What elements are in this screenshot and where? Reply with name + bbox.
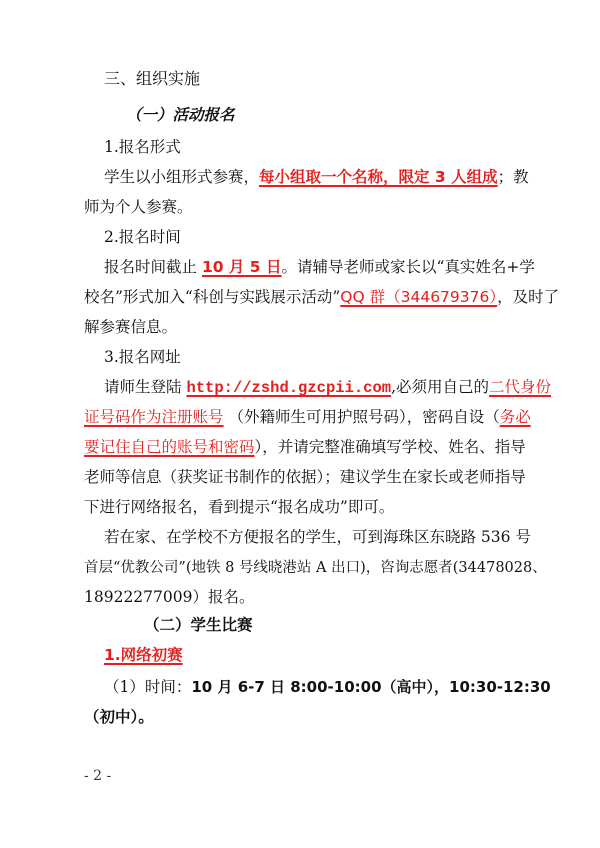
item3-title [104, 346, 181, 368]
item3-line1-mid: ,必须用自己的 [391, 378, 490, 396]
part-two-heading [144, 614, 253, 636]
item3-title-text: 3.报名网址 [104, 348, 181, 366]
section-three-heading [104, 68, 200, 90]
part-two-title: （二）学生比赛 [144, 616, 253, 634]
item1-title [104, 136, 181, 158]
item2-line1-pre: 报名时间截止 [104, 258, 202, 276]
item1-line2 [84, 196, 193, 218]
item3-line2 [84, 406, 531, 428]
item3-line1 [104, 376, 551, 399]
item3-line5 [84, 496, 394, 518]
registration-deadline: 10 月 5 日 [201, 258, 282, 276]
note-line1 [104, 526, 531, 548]
item1-line1 [104, 166, 529, 188]
item2-title-text: 2.报名时间 [104, 228, 181, 246]
contest-subtitle [104, 644, 183, 666]
item3-line5-text: 下进行网络报名，看到提示“报名成功”即可。 [84, 498, 395, 516]
item3-line2-red2: 务必 [499, 408, 531, 426]
item2-line2 [84, 286, 559, 308]
item1-line2-text: 师为个人参赛。 [84, 198, 193, 216]
item1-title-text: 1.报名形式 [104, 138, 181, 156]
contest-time-line2 [84, 706, 154, 728]
item2-line2-post: ，及时了 [497, 288, 560, 306]
page-number-text: - 2 - [84, 768, 112, 784]
section-three-title: 三、组织实施 [104, 69, 201, 88]
item2-line1-post: 。请辅导老师或家长以“真实姓名+学 [281, 258, 535, 276]
item2-line3-text: 解参赛信息。 [84, 318, 178, 336]
note-line2 [84, 556, 547, 579]
note-line3-text: 18922277009）报名。 [84, 588, 255, 606]
contest-time-line1 [104, 676, 551, 698]
item3-line1-pre: 请师生登陆 [104, 378, 187, 396]
item1-line1-red: 每小组取一个名称，限定 3 人组成 [259, 168, 498, 186]
contest-time-line2-text: （初中）。 [84, 708, 154, 726]
item3-line1-red: 二代身份 [489, 378, 552, 396]
item2-line1 [104, 256, 535, 278]
contest-time-label: （1）时间： [104, 678, 192, 696]
item3-line2-red: 证号码作为注册账号 [84, 408, 224, 426]
item3-line2-mid: （外籍师生可用护照号码），密码自设（ [223, 408, 500, 426]
page-number [84, 768, 111, 784]
part-one-heading [126, 104, 235, 126]
contest-time-value: 10 月 6-7 日 8:00-10:00（高中），10:30-12:30 [191, 678, 551, 696]
item3-line4-text: 老师等信息（获奖证书制作的依据）；建议学生在家长或老师指导 [84, 468, 526, 486]
item2-title [104, 226, 181, 248]
item3-line4 [84, 466, 526, 488]
part-one-title: （一）活动报名 [126, 106, 235, 124]
qq-group-number: QQ 群（344679376） [340, 288, 498, 306]
note-line1-text: 若在家、在学校不方便报名的学生，可到海珠区东晓路 536 号 [104, 528, 531, 546]
item2-line3 [84, 316, 177, 338]
registration-url-link[interactable]: http://zshd.gzcpii.com [186, 379, 392, 397]
item3-line3-red: 要记住自己的账号和密码 [84, 438, 255, 456]
note-line2-text: 首层“优教公司”(地铁 8 号线晓港站 A 出口)，咨询志愿者(34478028、 [84, 560, 547, 576]
item1-line1-post: ；教 [497, 168, 529, 186]
contest-subtitle-text: 1.网络初赛 [104, 646, 183, 664]
note-line3 [84, 586, 254, 608]
item2-line2-pre: 校名”形式加入“科创与实践展示活动” [84, 288, 341, 306]
item3-line3-post: ），并请完整准确填写学校、姓名、指导 [254, 438, 526, 456]
item1-line1-pre: 学生以小组形式参赛， [104, 168, 260, 186]
item3-line3 [84, 436, 526, 458]
